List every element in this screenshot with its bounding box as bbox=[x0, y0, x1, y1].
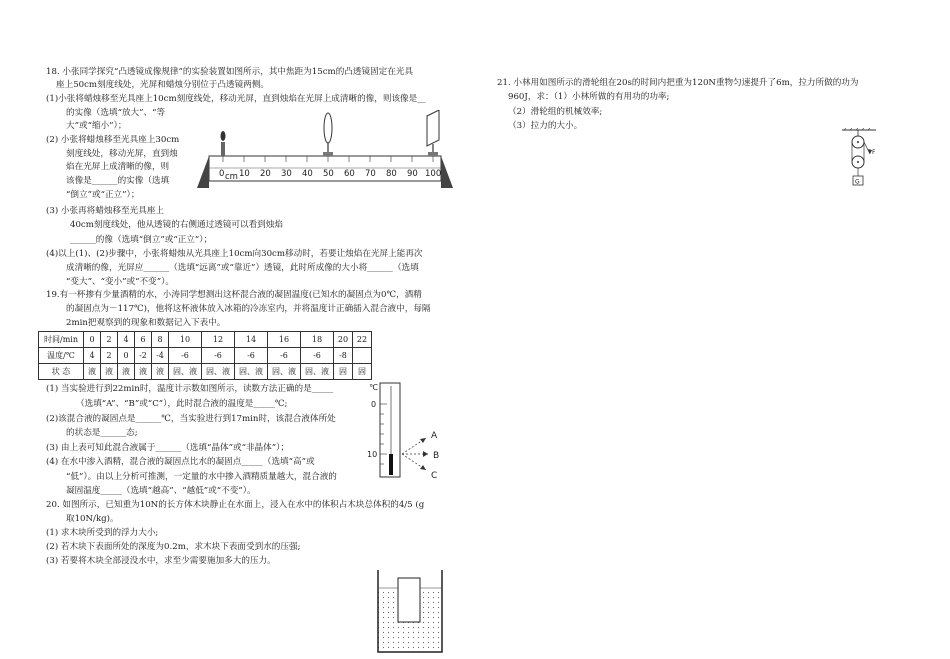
q19-line-1: 19.有一杯掺有少量酒精的水，小涛同学想测出这杯混合液的凝固温度(已知水的凝固点为0℃，酒精 bbox=[46, 290, 422, 300]
q19-line-3: 2min把观察到的现象和数据记入下表中。 bbox=[66, 318, 226, 328]
table-cell: -6 bbox=[235, 348, 268, 364]
q18-line-13: ______的像（选填“倒立”或“正立”）； bbox=[70, 235, 213, 245]
table-cell: 6 bbox=[135, 332, 152, 348]
bench-tick-60: 60 bbox=[344, 169, 355, 179]
table-cell: -6 bbox=[301, 348, 334, 364]
table-cell: 2 bbox=[101, 348, 118, 364]
table-cell: 4 bbox=[84, 348, 101, 364]
table-cell: -8 bbox=[334, 348, 353, 364]
table-row-time bbox=[39, 332, 372, 348]
table-cell: -6 bbox=[268, 348, 301, 364]
q20-line-5: (3) 若要将木块全部浸没水中，求至少需要施加多大的压力。 bbox=[46, 556, 276, 566]
bench-tick-100: 100 bbox=[425, 169, 442, 179]
table-cell: 固 bbox=[353, 364, 372, 380]
q18-line-5: 大”或“缩小”）； bbox=[66, 121, 127, 131]
q18-line-15: 成清晰的像，光屏应______（选填“远离”或“靠近”）透镜，此时所成像的大小将______（选填 bbox=[66, 263, 419, 273]
q21-line-1: 21. 小林用如图所示的滑轮组在20s的时间内把重为120N重物匀速提升了6m，拉力所做的功为 bbox=[497, 78, 859, 88]
q18-line-7: 刻度线处，移动光屏，直到烛 bbox=[66, 149, 178, 159]
table-cell: 16 bbox=[268, 332, 301, 348]
q18-line-2: 座上50cm刻度线处，光屏和蜡烛分别位于凸透镜两侧。 bbox=[56, 80, 269, 90]
table-cell: 液 bbox=[118, 364, 135, 380]
table-cell: 时间/min bbox=[39, 332, 84, 348]
table-cell: 10 bbox=[169, 332, 202, 348]
q21-line-2: 960J，求：（1）小林所做的有用功的功率; bbox=[508, 92, 670, 102]
table-cell: 固、液 bbox=[169, 364, 202, 380]
bench-tick-10: 10 bbox=[239, 169, 250, 179]
candle-icon bbox=[221, 131, 226, 156]
thermometer-unit: ℃ bbox=[369, 383, 378, 392]
table-cell: -4 bbox=[152, 348, 169, 364]
q20-line-2: 取10N/kg)。 bbox=[66, 514, 119, 524]
table-cell: 0 bbox=[84, 332, 101, 348]
table-row-temp bbox=[39, 348, 372, 364]
optical-bench-figure bbox=[195, 110, 455, 192]
bench-tick-50: 50 bbox=[323, 169, 334, 179]
q19-question-4a: (4) 在水中渗入酒精，混合液的凝固点比水的凝固点_____（选填“高”或 bbox=[46, 457, 315, 467]
light-screen-icon bbox=[427, 110, 439, 156]
table-cell: 20 bbox=[334, 332, 353, 348]
q19-question-2b: 的状态是______态; bbox=[66, 428, 138, 438]
table-cell: 固 bbox=[334, 364, 353, 380]
q19-line-2: 的凝固点为－117℃)，他将这杯液体放入冰箱的冷冻室内，并将温度计正确插入混合液中，每隔 bbox=[66, 304, 431, 314]
q19-question-1b: （选填“A”、“B”或“C”），此时混合液的温度是_____℃; bbox=[76, 399, 288, 409]
bench-tick-40: 40 bbox=[302, 169, 313, 179]
bench-tick-cm: cm bbox=[225, 172, 238, 182]
thermometer-label-10: 10 bbox=[367, 450, 378, 459]
table-cell: 液 bbox=[101, 364, 118, 380]
table-cell: 4 bbox=[118, 332, 135, 348]
table-cell: 固、液 bbox=[268, 364, 301, 380]
table-cell: 18 bbox=[301, 332, 334, 348]
q18-line-14: (4)以上(1)、(2)步骤中，小张将蜡烛从光具座上10cm向30cm移动时，若要让烛焰在光屏上能再次 bbox=[46, 249, 423, 259]
eye-label-a: A bbox=[431, 431, 438, 441]
q21-line-4: （3）拉力的大小。 bbox=[508, 121, 583, 131]
table-cell: 2 bbox=[101, 332, 118, 348]
q18-line-8: 焰在光屏上成清晰的像，则 bbox=[66, 162, 170, 172]
table-cell: 22 bbox=[353, 332, 372, 348]
convex-lens-icon bbox=[323, 113, 333, 156]
eye-label-c: C bbox=[431, 471, 438, 480]
table-row-state bbox=[39, 364, 372, 380]
q20-line-1: 20. 如图所示，已知重为10N的长方体木块静止在水面上，浸入在水中的体积占木块总体积的4/5 (g bbox=[46, 500, 425, 510]
table-cell: 0 bbox=[118, 348, 135, 364]
force-label: F bbox=[872, 149, 876, 156]
q21-line-3: （2）滑轮组的机械效率; bbox=[508, 107, 603, 117]
table-cell: 状 态 bbox=[39, 364, 84, 380]
q19-question-3: (3) 由上表可知此混合液属于______（选填“晶体”或“非晶体”）； bbox=[46, 443, 290, 453]
bench-tick-20: 20 bbox=[260, 169, 271, 179]
table-cell: 8 bbox=[152, 332, 169, 348]
table-cell: 固、液 bbox=[235, 364, 268, 380]
q19-question-4b: “低”）。由以上分析可推测，一定量的水中掺入酒精质量越大，混合液的 bbox=[66, 472, 337, 482]
table-cell: 温度/℃ bbox=[39, 348, 84, 364]
q18-line-6: (2) 小张将蜡烛移至光具座上30cm bbox=[46, 135, 180, 145]
table-cell: -2 bbox=[135, 348, 152, 364]
table-cell bbox=[353, 348, 372, 364]
q18-line-10: “倒立”或“正立”）； bbox=[66, 190, 140, 200]
weight-label: G bbox=[855, 178, 860, 186]
table-cell: 液 bbox=[135, 364, 152, 380]
table-cell: 液 bbox=[84, 364, 101, 380]
table-cell: 液 bbox=[152, 364, 169, 380]
freezing-data-table bbox=[38, 331, 372, 380]
thermometer-label-0: 0 bbox=[371, 400, 377, 409]
thermometer-figure bbox=[360, 380, 460, 480]
bench-tick-80: 80 bbox=[386, 169, 397, 179]
q19-question-4c: 凝固温度_____（选填“越高”、“越低”或“不变”）。 bbox=[66, 486, 256, 496]
q19-question-2a: (2)该混合液的凝固点是______℃，当实验进行到17min时，该混合液体所处 bbox=[46, 414, 336, 424]
beaker-block-figure bbox=[372, 566, 448, 656]
table-cell: 12 bbox=[202, 332, 235, 348]
q18-line-16: “变大”、“变小”或“不变”）。 bbox=[66, 277, 174, 287]
q19-question-1a: (1) 当实验进行到22min时，温度计示数如图所示，读数方法正确的是_____ bbox=[46, 384, 334, 394]
bench-tick-0: 0 bbox=[219, 169, 225, 179]
table-cell: 14 bbox=[235, 332, 268, 348]
table-cell: -6 bbox=[202, 348, 235, 364]
q18-line-9: 该像是______的实像（选填 bbox=[66, 176, 170, 186]
table-cell: -6 bbox=[169, 348, 202, 364]
bench-tick-70: 70 bbox=[365, 169, 376, 179]
pulley-system-figure bbox=[838, 128, 886, 194]
bench-tick-90: 90 bbox=[407, 169, 418, 179]
q20-line-4: (2) 若木块下表面所处的深度为0.2m，求木块下表面受到水的压强; bbox=[46, 542, 301, 552]
table-cell: 固、液 bbox=[202, 364, 235, 380]
table-cell: 固、液 bbox=[301, 364, 334, 380]
q20-line-3: (1) 求木块所受到的浮力大小; bbox=[46, 528, 159, 538]
q18-line-12: 40cm刻度线处，他从透镜的右侧通过透镜可以看到烛焰 bbox=[70, 220, 283, 230]
q18-line-3: (1)小张将蜡烛移至光具座上10cm刻度线处，移动光屏，直到烛焰在光屏上成清晰的像，则该像是__ bbox=[46, 94, 426, 104]
eye-label-b: B bbox=[433, 451, 440, 461]
bench-tick-30: 30 bbox=[281, 169, 292, 179]
q18-line-1: 18. 小张同学探究“凸透镜成像规律”的实验装置如图所示，其中焦距为15cm的凸透镜固定在光具 bbox=[46, 67, 414, 77]
q18-line-11: (3) 小张再将蜡烛移至光具座上 bbox=[46, 206, 165, 216]
q18-line-4: 的实像（选填“放大”、“等 bbox=[66, 108, 166, 118]
